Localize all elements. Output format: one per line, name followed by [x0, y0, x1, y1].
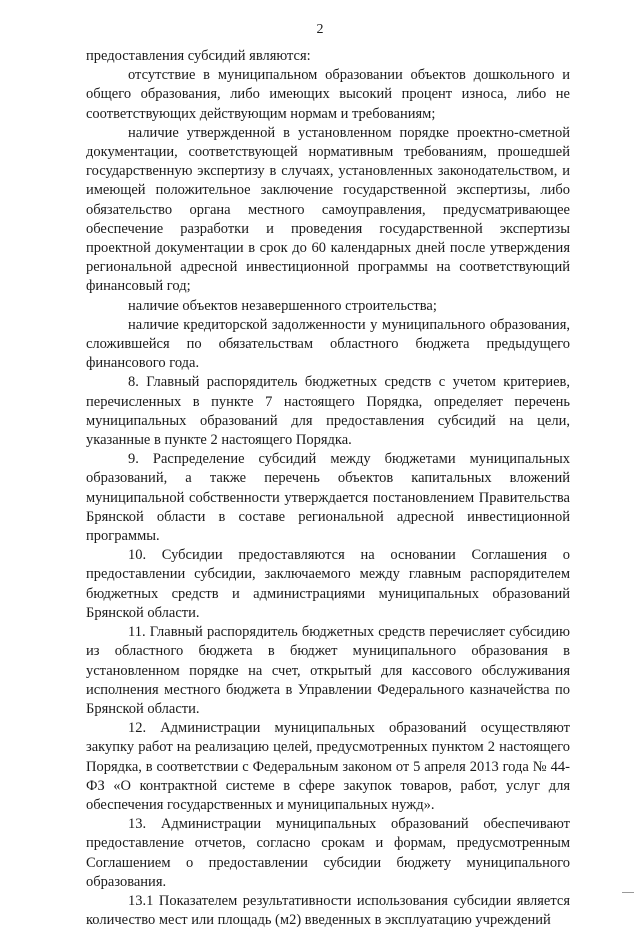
paragraph: наличие объектов незавершенного строительства; — [128, 297, 437, 314]
paragraph-item-12: 12. Администрации муниципальных образований осуществляют закупку работ на реализацию целей, предусмотренных пунктом 2 настоящего Порядка, в соответствии с Федеральным законом от 5 апреля 2013 года № 44-ФЗ «О контрактной системе в сфере закупок товаров, работ, услуг для обеспечения государственных и муниципальных нужд». — [86, 720, 570, 813]
paragraph: наличие утвержденной в установленном порядке проектно-сметной документации, соответствующей нормативным требованиям, прошедшей государственную экспертизу в случаях, установленных законодательством, и имеющей положительное заключение государственной экспертизы, либо обязательство органа местного самоуправления, предусматривающее обеспечение разработки и проведения государственной экспертизы проектной документации в срок до 60 календарных дней после утверждения региональной адресной инвестиционной программы на соответствующий финансовый год; — [86, 124, 570, 295]
scan-mark — [622, 892, 634, 893]
paragraph-item-13-1: 13.1 Показателем результативности использования субсидии является количество мест или площадь (м2) введенных в эксплуатацию учреждений — [86, 892, 570, 929]
page-number: 2 — [316, 22, 324, 37]
paragraph-item-8: 8. Главный распорядитель бюджетных средств с учетом критериев, перечисленных в пункте 7 настоящего Порядка, определяет перечень муниципальных образований для предоставления субсидий на цели, указанные в пункте 2 настоящего Порядка. — [86, 374, 570, 449]
paragraph-item-13: 13. Администрации муниципальных образований обеспечивают предоставление отчетов, согласно срокам и формам, предусмотренным Соглашением о предоставлении субсидии бюджету муниципального образования. — [86, 816, 570, 890]
paragraph-item-11: 11. Главный распорядитель бюджетных средств перечисляет субсидию из областного бюджета в бюджет муниципального образования в установленном порядке на счет, открытый для кассового обслуживания исполнения местного бюджета в Управлении Федерального казначейства по Брянской области. — [86, 624, 570, 717]
document-body — [86, 47, 570, 930]
paragraph: отсутствие в муниципальном образовании объектов дошкольного и общего образования, либо имеющих высокий процент износа, либо не соответствующих действующим нормам и требованиям; — [86, 67, 570, 122]
paragraph: наличие кредиторской задолженности у муниципального образования, сложившейся по обязательствам областного бюджета предыдущего финансового года. — [86, 316, 570, 372]
paragraph-item-9: 9. Распределение субсидий между бюджетами муниципальных образований, а также перечень объектов капитальных вложений муниципальной собственности утверждается постановлением Правительства Брянской области в составе региональной адресной инвестиционной программы. — [86, 451, 570, 545]
paragraph-item-10: 10. Субсидии предоставляются на основании Соглашения о предоставлении субсидии, заключаемого между главным распорядителем бюджетных средств и администрациями муниципальных образований Брянской области. — [86, 547, 570, 621]
paragraph: предоставления субсидий являются: — [86, 48, 311, 64]
